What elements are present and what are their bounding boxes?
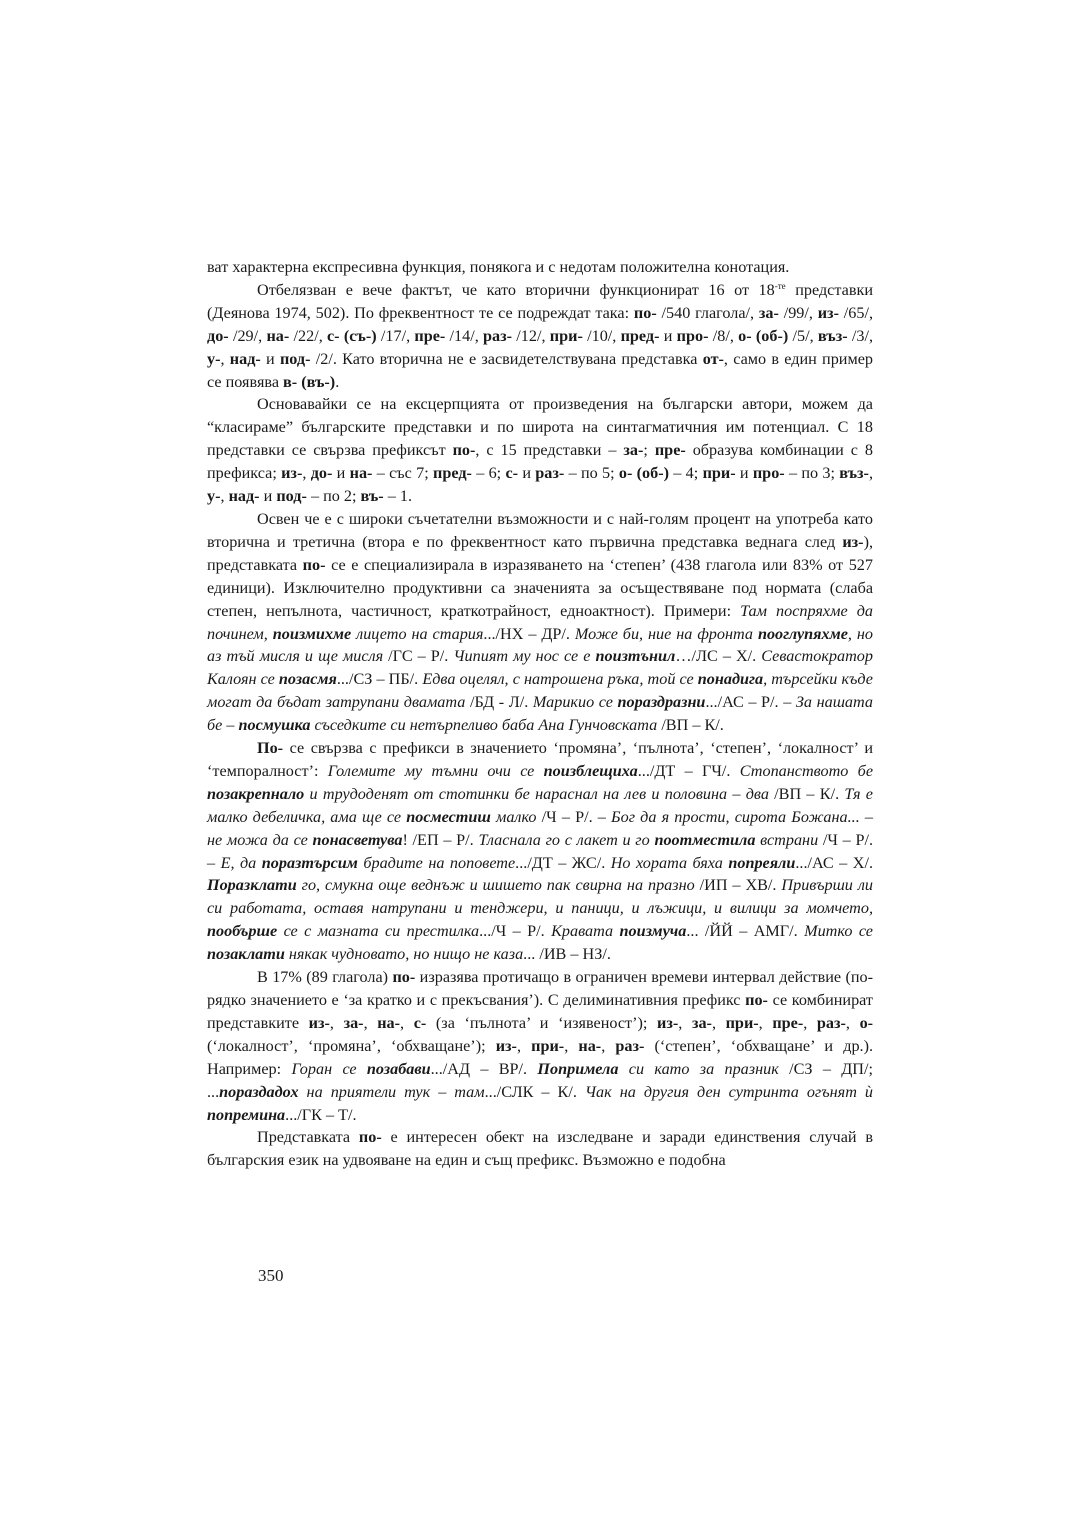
bold-prefix: над-	[228, 487, 260, 506]
bold-prefix: въз-	[839, 464, 869, 483]
bold-prefix: на-	[349, 464, 373, 483]
text-run: ... /ИВ – НЗ/.	[523, 945, 611, 964]
bold-prefix: при-	[549, 326, 583, 345]
bold-prefix: пре-	[654, 441, 686, 460]
highlighted-verb: поразтърсим	[261, 853, 358, 872]
bold-prefix: при-	[702, 464, 736, 483]
highlighted-verb: пораздразни	[617, 693, 706, 712]
text-run: и	[659, 326, 677, 345]
text-run: Основавайки се на ексцерпцията от произведения на български автори, можем да “класираме” българските представки и по широта на синтагматичния им потенциал. С 18 представки се свързва префиксът	[207, 395, 873, 460]
italic-example: Стопанството бе	[739, 761, 874, 780]
text-run: (‘степен’, ‘обхващане’ и др.). Например:	[207, 1036, 874, 1078]
text-run: /22/,	[289, 326, 327, 345]
highlighted-verb-wrapper	[207, 876, 297, 894]
highlighted-verb: пооглупяхме	[757, 624, 848, 643]
italic-example: съседките си нетърпеливо баба Ана Гунчовската	[310, 716, 658, 735]
bold-prefix: за-	[758, 303, 779, 322]
bold-prefix: по-	[302, 555, 326, 574]
highlighted-verb: Попримела	[537, 1059, 619, 1078]
highlighted-verb: пораздадох	[219, 1082, 299, 1101]
highlighted-verb: позасмя	[278, 670, 337, 689]
bold-prefix: у-	[207, 487, 221, 506]
text-run: ), представката	[207, 532, 873, 574]
italic-example: , но аз тъй мисля и ще мисля	[207, 624, 874, 666]
highlighted-verb-wrapper	[698, 670, 763, 688]
bold-prefix: о- (об-)	[738, 326, 789, 345]
bold-prefix: до-	[207, 326, 229, 345]
italic-example: Чипият му нос се е	[453, 647, 596, 666]
bold-prefix: въз-	[817, 326, 848, 345]
text-run: /5/,	[788, 326, 818, 345]
italic-example: Горан се	[291, 1059, 367, 1078]
italic-example: на приятели тук – там	[298, 1082, 485, 1101]
text-run: .../СЛК – К/.	[484, 1082, 585, 1101]
text-run: и	[518, 464, 536, 483]
italic-example: малко	[490, 807, 537, 826]
bold-prefix: раз-	[615, 1036, 645, 1055]
highlighted-verb-wrapper	[207, 922, 277, 940]
highlighted-verb-wrapper	[654, 831, 755, 849]
text-run: ;	[643, 441, 655, 460]
italic-example: Но хората бяха	[610, 853, 729, 872]
bold-prefix: пред-	[620, 326, 660, 345]
paragraph-delimitative	[207, 966, 873, 1126]
text-run: /ГС – Р/.	[383, 647, 454, 666]
text-run: /10/,	[582, 326, 621, 345]
bold-prefix: по-	[358, 1128, 382, 1147]
bold-prefix: при-	[531, 1036, 565, 1055]
bold-prefix: под-	[276, 487, 307, 506]
highlighted-verb-wrapper	[758, 625, 848, 643]
highlighted-verb: поизблещиха	[543, 761, 638, 780]
text-run: ,	[758, 1013, 773, 1032]
text-run: Отбелязван е вече фактът, че като вторични функционират 16 от 18	[257, 280, 775, 299]
bold-prefix: при-	[725, 1013, 759, 1032]
highlighted-verb: пообърше	[207, 922, 278, 941]
bold-prefix: из-	[495, 1036, 517, 1055]
text-run: /ВП – К/.	[657, 716, 724, 735]
highlighted-verb: посмушка	[238, 716, 311, 735]
bold-prefix: за-	[691, 1013, 712, 1032]
text-run: .../АС – Х/.	[795, 853, 873, 872]
text-run: ,	[868, 464, 873, 483]
highlighted-verb-wrapper	[312, 831, 402, 849]
bold-prefix: о-	[859, 1013, 874, 1032]
italic-example: Може би, ние на фронта	[574, 624, 758, 643]
bold-prefix: из-	[281, 464, 303, 483]
text-run: /Ч – Р/. –	[536, 807, 612, 826]
italic-example: Там поспряхме да починем,	[207, 601, 873, 643]
text-run: ,	[220, 349, 230, 368]
italic-example: Марикио се	[532, 693, 618, 712]
bold-prefix: о- (об-)	[618, 464, 670, 483]
highlighted-verb: понадига	[697, 670, 764, 689]
bold-prefix: из-	[308, 1013, 330, 1032]
highlighted-verb-wrapper	[537, 1060, 618, 1078]
paragraph-combined-meanings	[207, 737, 873, 966]
highlighted-verb: поизтънил	[595, 647, 676, 666]
text-run: .../НХ – ДР/.	[483, 624, 575, 643]
bold-prefix: въ-	[360, 487, 384, 506]
highlighted-verb-wrapper	[273, 625, 351, 643]
text-run: В 17% (89 глагола)	[257, 968, 393, 987]
paragraph-continuation	[207, 256, 873, 279]
text-run: .../АД – ВР/.	[430, 1059, 538, 1078]
bold-prefix: раз-	[483, 326, 513, 345]
bold-prefix: про-	[676, 326, 709, 345]
highlighted-verb-wrapper	[279, 670, 337, 688]
text-run: /29/,	[228, 326, 267, 345]
bold-prefix: под-	[279, 349, 311, 368]
text-run: ! /ЕП – Р/.	[402, 830, 479, 849]
bold-prefix: по-	[452, 441, 476, 460]
text-run: /3/,	[847, 326, 873, 345]
bold-prefix: пре-	[414, 326, 446, 345]
highlighted-verb: позабави	[366, 1059, 431, 1078]
bold-prefix: на-	[578, 1036, 602, 1055]
text-run: ... /ЙЙ – АМГ/.	[686, 922, 805, 941]
text-run: Освен че е с широки съчетателни възможности и с най-голям процент на употреба като вторична и третична (втора е по фреквентност като първична представка веднага след	[207, 509, 873, 551]
italic-example: и трудоденят от стотинки бе нараснал на лев и половина – два	[304, 784, 769, 803]
paragraph-doubling	[207, 1126, 873, 1172]
text-run: /14/,	[445, 326, 484, 345]
text-run: – 6;	[471, 464, 506, 483]
text-run: – 1.	[383, 487, 413, 506]
italic-example: Тласнала го с лакет и го	[478, 830, 655, 849]
italic-example: Едва оцелял, с натрошена ръка, той се	[422, 670, 698, 689]
bold-prefix: до-	[310, 464, 333, 483]
italic-example: се с мазната си престилка	[277, 922, 480, 941]
text-run: се е специализирала в изразяването на ‘степен’ (438 глагола или 83% от 527 единици). Изключително продуктивни са значенията за осъществяване под нормата (слаба степен, непълнота, частичност, краткотрайност, едноактност). Примери:	[207, 555, 873, 620]
italic-example: лицето на стария	[351, 624, 484, 643]
italic-example: Привърши ли си работата, оставя натрупани и тенджери, и паници, и лъжици, и вилици за момчето,	[207, 876, 873, 918]
text-run: .../ДТ – ЖС/.	[515, 853, 611, 872]
highlighted-verb-wrapper	[239, 716, 311, 734]
bold-prefix: из-	[842, 532, 864, 551]
bold-prefix: на-	[377, 1013, 401, 1032]
paragraph-syntagmatic-potential	[207, 393, 873, 508]
bold-prefix: в- (въ-)	[283, 372, 336, 391]
paragraph-degree-meaning	[207, 508, 873, 737]
italic-example: Митко се	[804, 922, 873, 941]
highlighted-verb-wrapper	[207, 785, 304, 803]
italic-example: Чак на другия ден сутринта огънят ѝ	[584, 1082, 873, 1101]
page-number: 350	[258, 1266, 284, 1285]
italic-example: Е, да	[220, 853, 262, 872]
bold-prefix: за-	[623, 441, 644, 460]
highlighted-verb-wrapper	[219, 1083, 298, 1101]
bold-prefix: раз-	[816, 1013, 846, 1032]
text-run: и	[332, 464, 350, 483]
italic-example: си като за празник	[618, 1059, 779, 1078]
text-run: ,	[516, 1036, 532, 1055]
text-run: ,	[220, 487, 229, 506]
text-run: ,	[711, 1013, 726, 1032]
bold-prefix: по-	[745, 991, 768, 1009]
bold-prefix: на-	[266, 326, 290, 345]
text-run: ,	[564, 1036, 579, 1055]
bold-prefix: с- (съ-)	[327, 326, 377, 345]
highlighted-verb-wrapper	[207, 1106, 285, 1124]
italic-example: Големите му тъмни очи се	[327, 761, 544, 780]
bold-prefix: по-	[633, 303, 657, 322]
text-run: и	[735, 464, 753, 483]
text-run: .../СЗ – ПБ/.	[336, 670, 423, 689]
highlighted-verb: поизмуча	[619, 922, 687, 941]
highlighted-verb-wrapper	[207, 945, 285, 963]
text-run: ,	[845, 1013, 860, 1032]
highlighted-verb-wrapper	[595, 647, 675, 665]
text-run: /17/,	[376, 326, 415, 345]
italic-example: , търсейки къде могат да бъдат затрупани двамата	[207, 670, 873, 712]
text-run: и	[260, 349, 280, 368]
text-run: – по 5;	[564, 464, 619, 483]
text-run: …/ЛС – Х/.	[675, 647, 762, 666]
highlighted-verb: понасветува	[312, 830, 403, 849]
text-run: (‘локалност’, ‘промяна’, ‘обхващане’);	[207, 1036, 496, 1055]
italic-example: Кравата	[551, 922, 620, 941]
highlighted-verb: позакрепнало	[207, 784, 305, 803]
bold-prefix: По-	[257, 739, 284, 758]
bold-prefix: из-	[657, 1013, 679, 1032]
text-run: ,	[678, 1013, 692, 1032]
bold-prefix: раз-	[535, 464, 565, 483]
text-run: ,	[329, 1013, 344, 1032]
bold-prefix: пред-	[433, 464, 472, 483]
highlighted-verb: попремина	[207, 1105, 286, 1124]
text-run: се комбинират представките	[207, 991, 874, 1032]
text-run: (за ‘пълнота’ и ‘изявеност’);	[426, 1013, 658, 1032]
italic-example: брадите на поповете	[357, 853, 516, 872]
highlighted-verb-wrapper	[367, 1060, 431, 1078]
highlighted-verb-wrapper	[544, 762, 638, 780]
italic-example: Севастократор Калоян се	[207, 647, 873, 689]
italic-example: Тя е малко дебеличка, ама ще се	[207, 784, 873, 826]
text-run: ,	[601, 1036, 616, 1055]
text-run: .../АС – Р/. –	[705, 693, 796, 712]
text-run: – по 3;	[784, 464, 840, 483]
highlighted-verb: попреяли	[728, 853, 796, 872]
text-run: е интересен обект на изследване и заради единствения случай в българския език на удвояване на един и същ префикс. Възможно е подобна	[207, 1128, 873, 1170]
text-run: представки (Деянова 1974, 502). По фреквентност те се подреждат така:	[207, 280, 873, 322]
text-run: ,	[400, 1013, 414, 1032]
highlighted-verb-wrapper	[619, 922, 686, 940]
text-run: /ИП – ХВ/.	[694, 876, 782, 895]
text-run: – 4;	[669, 464, 703, 483]
text-run: /99/,	[778, 303, 818, 322]
italic-example: го, смукна още веднъж и шишето пак свирна на празно	[296, 876, 695, 895]
text-run: се свързва с префикси в значението ‘промяна’, ‘пълнота’, ‘степен’, ‘локалност’ и ‘темпоралност’:	[207, 739, 873, 780]
highlighted-verb: позаклати	[207, 945, 285, 964]
italic-example: Бог да я прости, сирота Божана... – не можа да се	[207, 807, 873, 849]
highlighted-verb-wrapper	[262, 854, 358, 872]
bold-prefix: по-	[392, 968, 416, 987]
text-run: /12/,	[512, 326, 550, 345]
italic-example: встрани	[755, 830, 819, 849]
bold-prefix: у-	[207, 349, 221, 368]
highlighted-verb: поотместила	[654, 830, 756, 849]
paragraph-secondary-prefixes	[207, 279, 873, 394]
text-run: изразява протичащо в ограничен времеви интервал действие (по-рядко значението е ‘за кратко и с прекъсвания’). С делиминативния префикс	[207, 968, 873, 1009]
text-run: /БД - Л/.	[465, 693, 533, 712]
text-run: и	[259, 487, 277, 506]
text-run: /65/,	[838, 303, 873, 322]
text-run: – по 2;	[306, 487, 361, 506]
superscript: -те	[774, 280, 786, 291]
italic-example: някак чудновато, но нищо не каза	[284, 945, 524, 964]
text-run: .	[335, 372, 340, 391]
bold-prefix: от-	[702, 349, 724, 368]
text-run: ,	[803, 1013, 817, 1032]
text-run: Представката	[257, 1128, 359, 1147]
text-run: ват характерна експресивна функция, понякога и с недотам положителна конотация.	[207, 258, 790, 276]
bold-prefix: за-	[343, 1013, 364, 1032]
bold-prefix: над-	[229, 349, 261, 368]
italic-example: За нашата бе –	[207, 693, 874, 735]
text-run: ,	[302, 464, 311, 483]
highlighted-verb-wrapper	[618, 693, 706, 711]
text-run: , с 15 представки –	[475, 441, 624, 460]
highlighted-verb-wrapper	[728, 854, 795, 872]
bold-prefix: про-	[752, 464, 785, 483]
text-run: /СЗ – ДП/; ...	[207, 1059, 873, 1101]
text-run: ,	[363, 1013, 378, 1032]
bold-prefix: пре-	[772, 1013, 804, 1032]
text-run: образува комбинации с 8 префикса;	[207, 441, 873, 483]
text-run: /8/,	[708, 326, 739, 345]
bold-prefix: с-	[413, 1013, 427, 1032]
text-run: /540 глагола/,	[656, 303, 759, 322]
text-run: /ВП – К/.	[768, 784, 845, 803]
text-run: /2/. Като вторична не е засвидетелствувана представка	[310, 349, 703, 368]
highlighted-verb-wrapper	[406, 808, 491, 826]
highlighted-verb: поизмихме	[272, 624, 352, 643]
body-text	[207, 256, 873, 1172]
highlighted-verb: Поразклати	[207, 876, 297, 895]
highlighted-verb: посместиш	[406, 807, 491, 826]
text-run: .../ДТ – ГЧ/.	[637, 761, 740, 780]
text-run: /Ч – Р/. –	[207, 830, 873, 872]
text-run: .../ГК – Т/.	[285, 1105, 357, 1124]
bold-prefix: из-	[817, 303, 839, 322]
text-run: – със 7;	[372, 464, 434, 483]
text-run: .../Ч – Р/.	[479, 922, 552, 941]
bold-prefix: с-	[505, 464, 519, 483]
text-run: , само в един пример се появява	[207, 349, 873, 391]
